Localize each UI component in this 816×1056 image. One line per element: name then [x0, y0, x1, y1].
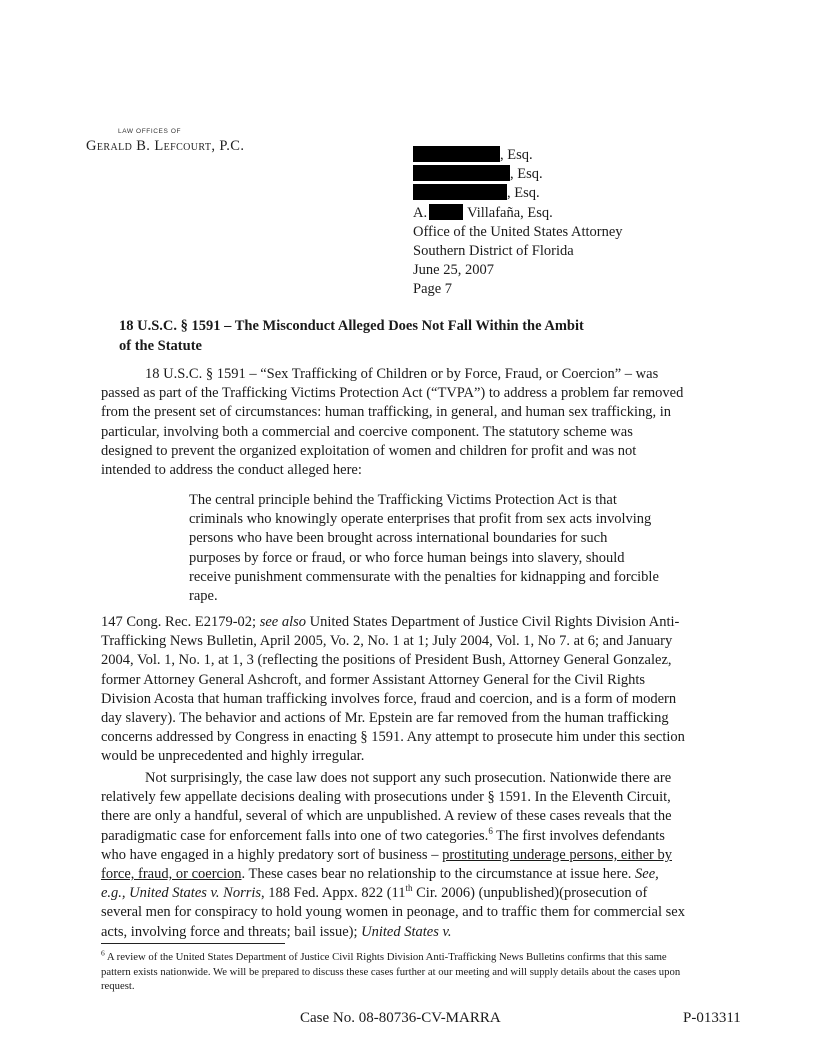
section-heading-line-1: 18 U.S.C. § 1591 – The Misconduct Alleged Does Not Fall Within the Ambit — [119, 318, 584, 334]
recipient-line-3: , Esq. — [413, 184, 733, 203]
block-quote: The central principle behind the Trafficking Victims Protection Act is that criminals who knowingly operate enterprises that profit from sex acts involving persons who have been brought across international boundaries for such purposes by force or fraud, or who force human beings into slavery, should receive punishment commensurate with the penalties for kidnapping and forcible rape. — [189, 492, 659, 605]
paragraph-1: 18 U.S.C. § 1591 – “Sex Trafficking of Children or by Force, Fraud, or Coercion” – was passed as part of the Trafficking Victims Protection Act (“TVPA”) to address a problem far removed from the present set of circumstances: human trafficking, in general, and human sex trafficking, in particular, involving both a commercial and coercive component. The statutory scheme was designed to prevent the organized exploitation of women and children for profit and was not intended to address the conduct alleged here: — [101, 366, 684, 479]
case-number: Case No. 08-80736-CV-MARRA — [300, 1010, 501, 1026]
recipient-line-4: A. Villafaña, Esq. — [413, 204, 553, 221]
redaction-box — [413, 146, 500, 162]
footnote-ref: 6 — [488, 825, 493, 836]
recipient-line-2: , Esq. — [413, 165, 733, 184]
footnote-marker: 6 — [101, 948, 105, 958]
footnote-divider — [101, 943, 285, 944]
firm-name: Gerald B. Lefcourt, P.C. — [86, 138, 245, 154]
redaction-box — [413, 165, 510, 181]
recipient-address-block — [413, 146, 733, 300]
underlined-phrase: prostituting underage persons, either by force, fraud, or coercion — [101, 846, 673, 883]
paragraph-3: Not surprisingly, the case law does not support any such prosecution. Nationwide there are relatively few appellate decisions dealing with prosecutions under § 1591. In the Eleventh Circuit, there are only a handful, several of which are unpublished. A review of these cases reveals that the paradigmatic case for enforcement falls into one of two categories.$^6$ The first involves defendants who have engaged in a highly predatory sort of business – prostituting underage persons, either by force, fraud, or coercion. These cases bear no relationship to the circumstance at issue here. See, e.g., United States v. Norris, 188 Fed. Appx. 822 (11th Cir. 2006) (unpublished)(prosecution of several men for conspiracy to hold young women in peonage, and to traffic them for commercial sex acts, involving force and threats; bail issue); United States v. — [101, 770, 685, 940]
law-offices-label: LAW OFFICES OF — [118, 128, 182, 135]
page-number: Page 7 — [413, 281, 453, 298]
recipient-office: Office of the United States Attorney — [413, 223, 623, 240]
paragraph-2: 147 Cong. Rec. E2179-02; see also United States Department of Justice Civil Rights Division Anti-Trafficking News Bulletin, April 2005, Vo. 2, No. 1 at 1; July 2004, Vol. 1, No 7. at 6; and January 2004, Vol. 1, No. 1, at 1, 3 (reflecting the positions of President Bush, Attorney General Gonzalez, former Attorney General Ashcroft, and former Assistant Attorney General for the Civil Rights Division Acosta that human trafficking involves force, fraud and coercion, and is a form of modern day slavery). The behavior and actions of Mr. Epstein are far removed from the human trafficking concerns addressed by Congress in enacting § 1591. Any attempt to prosecute him under this section would be unprecedented and highly irregular. — [101, 614, 685, 765]
recipient-district: Southern District of Florida — [413, 242, 574, 259]
bates-number: P-013311 — [683, 1010, 741, 1026]
redaction-box — [429, 204, 463, 220]
section-heading — [119, 317, 639, 356]
letter-date: June 25, 2007 — [413, 262, 494, 279]
footnote: $^6$ A review of the United States Department of Justice Civil Rights Division Anti-Trafficking News Bulletins confirms that this same pattern exists nationwide. We will be prepared to discuss these cases further at our meeting and will supply details about the cases upon request. — [101, 948, 681, 993]
recipient-line-1: , Esq. — [413, 146, 733, 165]
redaction-box — [413, 184, 507, 200]
section-heading-line-2: of the Statute — [119, 337, 202, 354]
